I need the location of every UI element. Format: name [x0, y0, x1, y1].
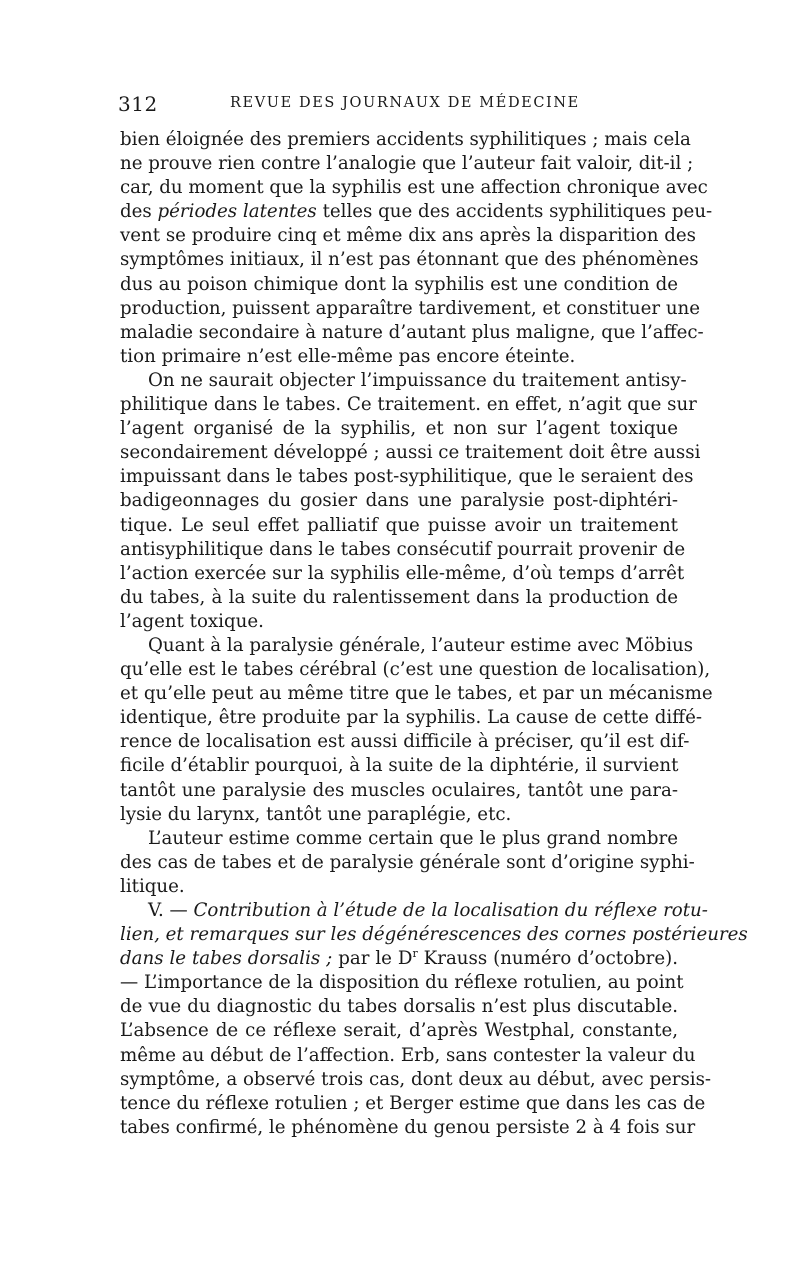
text-line: tantôt une paralysie des muscles oculaires, tantôt une para- [120, 779, 678, 801]
text-span: par le D [332, 948, 413, 970]
text-span: Krauss (numéro d’octobre). [417, 948, 679, 970]
text-line: badigeonnages du gosier dans une paralysie post-diphtéri- [120, 490, 678, 512]
text-line: bien éloignée des premiers accidents syphilitiques ; mais cela [120, 129, 691, 150]
text-line: — L’importance de la disposition du réflexe rotulien, au point [120, 972, 684, 994]
text-line: philitique dans le tabes. Ce traitement. en effet, n’agit que sur [120, 394, 697, 416]
text-line: dus au poison chimique dont la syphilis est une condition de [120, 273, 678, 295]
section-heading-line [120, 923, 748, 947]
text-line: l’action exercée sur la syphilis elle-même, d’où temps d’arrêt [120, 562, 685, 584]
text-span: telles que des accidents syphilitiques peu- [316, 201, 713, 223]
text-line: antisyphilitique dans le tabes consécutif pourrait provenir de [120, 538, 686, 560]
article-title: lien, et remarques sur les dégénérescences des cornes postérieures [120, 924, 748, 946]
text-line: symptôme, a observé trois cas, dont deux au début, avec persis- [120, 1068, 712, 1090]
text-span: des [120, 201, 158, 223]
text-line: des cas de tabes et de paralysie générale sont d’origine syphi- [120, 851, 695, 873]
text-line: L’auteur estime comme certain que le plus grand nombre [148, 827, 678, 849]
text-line: qu’elle est le tabes cérébral (c’est une question de localisation), [120, 659, 711, 681]
superscript: r [412, 947, 418, 961]
body-text [120, 128, 748, 1140]
italic-term: périodes latentes [157, 201, 317, 223]
text-line: tabes confirmé, le phénomène du genou persiste 2 à 4 fois sur [120, 1116, 696, 1138]
text-line: lysie du larynx, tantôt une paraplégie, etc. [120, 803, 512, 825]
text-line [120, 200, 713, 224]
text-line: tique. Le seul effet palliatif que puisse avoir un traitement [120, 514, 678, 536]
text-line: tion primaire n’est elle-même pas encore éteinte. [120, 345, 576, 367]
text-line: car, du moment que la syphilis est une affection chronique avec [120, 177, 708, 199]
text-line: de vue du diagnostic du tabes dorsalis n’est plus discutable. [120, 996, 678, 1018]
text-line: symptômes initiaux, il n’est pas étonnant que des phénomènes [120, 249, 699, 271]
running-head: REVUE DES JOURNAUX DE MÉDECINE [230, 95, 580, 111]
text-line: impuissant dans le tabes post-syphilitique, que le seraient des [120, 466, 694, 488]
text-line: tence du réflexe rotulien ; et Berger estime que dans les cas de [120, 1092, 706, 1114]
paragraph-5 [120, 899, 748, 1140]
article-title: Contribution à l’étude de la localisation du réflexe rotu- [193, 900, 708, 921]
text-line: ne prouve rien contre l’analogie que l’auteur fait valoir, dit-il ; [120, 153, 694, 175]
text-line: maladie secondaire à nature d’autant plus maligne, que l’affec- [120, 321, 704, 343]
text-line: litique. [120, 875, 185, 897]
text-line: production, puissent apparaître tardivement, et constituer une [120, 297, 701, 319]
text-line: du tabes, à la suite du ralentissement dans la production de [120, 586, 678, 608]
text-line: et qu’elle peut au même titre que le tabes, et par un mécanisme [120, 683, 713, 705]
text-line: secondairement développé ; aussi ce traitement doit être aussi [120, 442, 701, 464]
text-line: l’agent toxique. [120, 610, 264, 632]
text-line: même au début de l’affection. Erb, sans contester la valeur du [120, 1044, 696, 1066]
section-heading-line [120, 899, 708, 923]
paragraph-1 [120, 128, 713, 369]
paragraph-3 [120, 634, 713, 827]
text-line: L’absence de ce réflexe serait, d’après Westphal, constante, [120, 1020, 678, 1042]
text-line: Quant à la paralysie générale, l’auteur estime avec Möbius [148, 634, 694, 656]
paragraph-2 [120, 369, 701, 634]
text-line: On ne saurait objecter l’impuissance du traitement antisy- [148, 369, 687, 391]
section-number: V. — [148, 900, 194, 921]
text-line: ficile d’établir pourquoi, à la suite de la diphtérie, il survient [120, 755, 679, 777]
paragraph-4 [120, 827, 695, 899]
page-number: 312 [118, 92, 158, 116]
text-line: vent se produire cinq et même dix ans après la disparition des [120, 225, 696, 247]
article-title: dans le tabes dorsalis ; [120, 948, 333, 970]
page-header [118, 92, 680, 118]
text-line: rence de localisation est aussi difficile à préciser, qu’il est dif- [120, 731, 690, 753]
section-heading-line [120, 947, 678, 971]
text-line: identique, être produite par la syphilis. La cause de cette diffé- [120, 707, 702, 729]
text-line: l’agent organisé de la syphilis, et non sur l’agent toxique [120, 418, 678, 440]
